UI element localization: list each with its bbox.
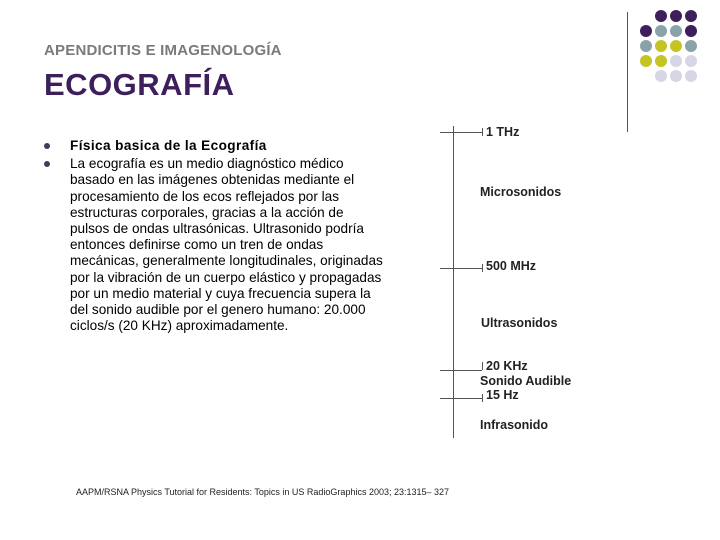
- decor-dot-purple: [685, 25, 697, 37]
- decor-dot-lavender: [685, 70, 697, 82]
- decor-dot-purple: [670, 10, 682, 22]
- decor-dot-lavender: [685, 55, 697, 67]
- decor-dot-yellow: [655, 55, 667, 67]
- tick-15hz: [440, 398, 482, 399]
- threshold-label-15hz: 15 Hz: [486, 388, 519, 402]
- frequency-scale-diagram: [440, 118, 600, 440]
- citation-reference: AAPM/RSNA Physics Tutorial for Residents: Topics in US RadioGraphics 2003; 23:1315– 327: [76, 487, 450, 497]
- tick-end: [482, 128, 483, 136]
- decor-dot-purple: [655, 10, 667, 22]
- decor-dot-yellow: [655, 40, 667, 52]
- decor-dot-teal: [655, 25, 667, 37]
- scale-axis: [453, 126, 454, 438]
- tick-500mhz: [440, 268, 482, 269]
- bullet-list: [44, 138, 384, 334]
- decor-dot-yellow: [670, 40, 682, 52]
- tick-20khz: [440, 370, 482, 371]
- tick-end: [482, 394, 483, 402]
- tick-end: [482, 362, 483, 370]
- band-label-sonido-audible: Sonido Audible: [480, 374, 572, 388]
- threshold-label-1thz: 1 THz: [486, 125, 520, 139]
- decor-dot-purple: [640, 25, 652, 37]
- decor-dot-purple: [685, 10, 697, 22]
- bullet-text: La ecografía es un medio diagnóstico médico basado en las imágenes obtenidas mediante el procesamiento de los ecos reflejados por las estructuras corporales, gracias a la acción de pulsos de ondas ultrasónicas. Ultrasonido podría entonces definirse como un tren de ondas mecánicas, generalmente longitudinales, originadas por la vibración de un cuerpo elástico y propagadas por un medio material y cuya frecuencia supera la del sonido audible por el genero humano: 20.000 ciclos/s (20 KHz) aproximadamente.: [70, 156, 383, 334]
- decor-dot-lavender: [670, 70, 682, 82]
- tick-1thz: [440, 132, 482, 133]
- bullet-dot-icon: [44, 161, 50, 167]
- decor-dot-teal: [640, 40, 652, 52]
- tick-end: [482, 264, 483, 272]
- threshold-label-500mhz: 500 MHz: [486, 259, 537, 273]
- band-label-microsonidos: Microsonidos: [480, 185, 562, 199]
- decor-dot-teal: [685, 40, 697, 52]
- decor-dot-grid: [640, 10, 720, 120]
- decor-vertical-line: [627, 12, 628, 132]
- decor-dot-lavender: [670, 55, 682, 67]
- bullet-dot-icon: [44, 143, 50, 149]
- band-label-ultrasonidos: Ultrasonidos: [481, 316, 558, 330]
- slide-subtitle: APENDICITIS E IMAGENOLOGÍA: [44, 42, 282, 59]
- decor-dot-yellow: [640, 55, 652, 67]
- bullet-text: Física basica de la Ecografía: [70, 138, 267, 153]
- decor-dot-teal: [670, 25, 682, 37]
- band-label-infrasonido: Infrasonido: [480, 418, 549, 432]
- decor-dot-lavender: [655, 70, 667, 82]
- threshold-label-20khz: 20 KHz: [486, 359, 528, 373]
- slide-title: ECOGRAFÍA: [44, 67, 235, 102]
- bullet-item-heading: [44, 138, 384, 154]
- bullet-item-definition: [44, 156, 384, 334]
